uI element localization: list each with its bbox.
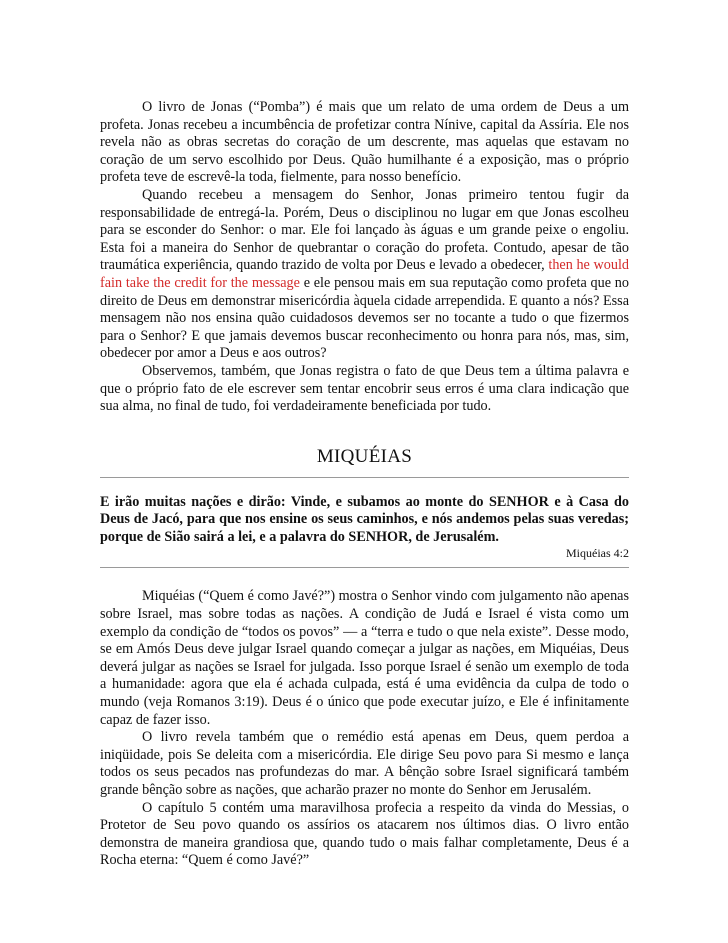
- scripture-reference: Miquéias 4:2: [566, 546, 629, 561]
- miqueias-paragraph-2: O livro revela também que o remédio está apenas em Deus, quem perdoa a iniqüidade, pois Se deleita com a misericórdia. Ele dirige Seu povo para Si mesmo e lança todos os seus pecados nas profundezas do mar. A bênção sobre Israel significará também grande bênção sobre as nações, que acharão prazer no monte do Senhor em Jerusalém.: [100, 729, 629, 798]
- miqueias-paragraph-3: O capítulo 5 contém uma maravilhosa profecia a respeito da vinda do Messias, o Protetor de Seu povo quando os assírios os atacarem nos últimos dias. O livro então demonstra de maneira grandiosa que, quando tudo o mais falhar completamente, Deus é a Rocha eterna: “Quem é como Javé?”: [100, 799, 629, 869]
- scripture-quote: E irão muitas nações e dirão: Vinde, e subamos ao monte do SENHOR e à Casa do Deus de Jacó, para que nos ensine os seus caminhos, e nós andemos pelas suas veredas; porque de Sião sairá a lei, e a palavra do SENHOR, de Jerusalém.: [100, 493, 629, 545]
- jonas-paragraph-2-start: Quando recebeu a mensagem do Senhor, Jonas primeiro tentou fugir da responsabilidade de entregá-la. Porém, Deus o disciplinou no lugar em que Jonas escolheu para se esconder do Senhor: o mar. Ele foi lançado às águas e um grande peixe o engoliu. Esta foi a maneira do Senhor de quebrantar o coração do profeta. Contudo, apesar de tão traumática experiência, quando trazido de volta por Deus e levado a obedecer,: [100, 186, 629, 274]
- untranslated-red-text: then he would fain take the credit for the message: [100, 257, 629, 291]
- section-title-miqueias: MIQUÉIAS: [316, 445, 413, 467]
- miqueias-paragraph-1: Miquéias (“Quem é como Javé?”) mostra o Senhor vindo com julgamento não apenas sobre Israel, mas sobre todas as nações. A condição de Judá e Israel é vista como um exemplo da condição de “todos os povos” — a “terra e tudo o que nela existe”. Desse modo, se em Amós Deus deve julgar Israel quando começar a julgar as nações, em Miquéias, Deus deverá julgar as nações se Israel for julgada. Isso porque Israel é senão um exemplo de toda a humanidade: agora que ela é achada culpada, está é uma evidência da culpa de todo o mundo (veja Romanos 3:19). Deus é o único que pode executar juízo, e Ele é infinitamente capaz de fazer isso.: [100, 588, 629, 728]
- jonas-paragraph-3: Observemos, também, que Jonas registra o fato de que Deus tem a última palavra e que o próprio fato de ele escrever sem tentar encobrir seus erros é uma clara indicação que sua alma, no final de tudo, foi verdadeiramente beneficiada por tudo.: [100, 362, 629, 415]
- jonas-paragraph-2-end: e ele pensou mais em sua reputação como profeta que no direito de Deus em demonstrar misericórdia àquela cidade arrependida. E quanto a nós? Essa mensagem não nos ensina quão cuidadosos devemos ser no tocante a tudo o que fizermos para o Senhor? E que jamais devemos buscar reconhecimento ou honra para nós, mas, sim, obedecer por amor a Deus e aos outros?: [100, 274, 629, 362]
- miqueias-body: [100, 588, 629, 870]
- document-page: [100, 99, 629, 870]
- divider-bottom: [100, 567, 629, 568]
- jonas-paragraph-2: [100, 187, 629, 363]
- jonas-paragraph-1: O livro de Jonas (“Pomba”) é mais que um relato de uma ordem de Deus a um profeta. Jonas recebeu a incumbência de profetizar contra Nínive, capital da Assíria. Ele nos revela não as obras secretas do coração de um descrente, mas aquelas que estavam no coração de um servo escolhido por Deus. Quão humilhante é a exposição, mas o próprio profeta teve de escrevê-la toda, fielmente, para nosso benefício.: [100, 99, 629, 186]
- divider-top: [100, 477, 629, 478]
